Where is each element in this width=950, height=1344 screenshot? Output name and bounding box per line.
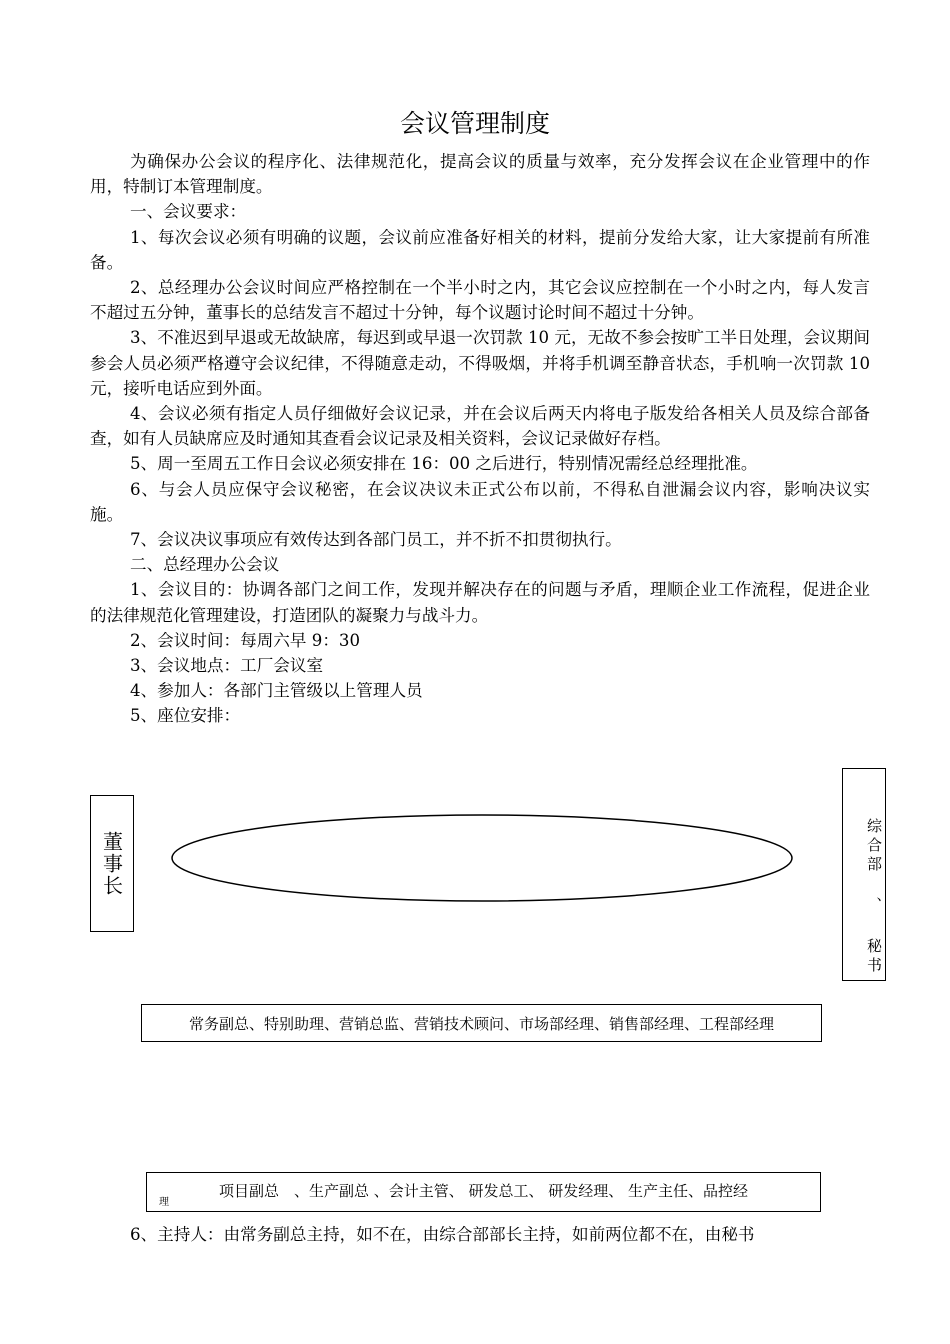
page-title: 会议管理制度 (399, 109, 550, 138)
secretary-label: 综合部 、 秘书 (865, 817, 883, 976)
seating-row-2-tail: 理 (159, 1197, 169, 1208)
seating-row-1-label: 常务副总、特别助理、营销总监、营销技术顾问、市场部经理、销售部经理、工程部经理 (188, 1014, 774, 1033)
chairman-seat (90, 795, 134, 932)
section2-item-host: 6、主持人：由常务副总主持，如不在，由综合部部长主持，如前两位都不在，由秘书 (130, 1225, 755, 1244)
intro-paragraph: 为确保办公会议的程序化、法律规范化，提高会议的质量与效率，充分发挥会议在企业管理中的作用，特制订本管理制度。 (90, 152, 870, 197)
section1-heading: 一、会议要求： (130, 202, 247, 222)
seating-row-2-label: 项目副总 、生产副总 、会计主管、 研发总工、 研发经理、 生产主任、品控经 (218, 1182, 749, 1200)
conference-table-oval (170, 814, 798, 906)
document-body (90, 149, 870, 729)
section1-item: 5、周一至周五工作日会议必须安排在 16：00 之后进行，特别情况需经总经理批准。 (130, 454, 758, 474)
section2-item: 1、会议目的：协调各部门之间工作，发现并解决存在的问题与矛盾，理顺企业工作流程，促进企业的法律规范化管理建设，打造团队的凝聚力与战斗力。 (90, 580, 870, 625)
section1-item: 3、不准迟到早退或无故缺席，每迟到或早退一次罚款 10 元，无故不参会按旷工半日处理，会议期间参会人员必须严格遵守会议纪律，不得随意走动，不得吸烟，并将手机调至静音状态，手机响一次罚款 10 元，接听电话应到外面。 (90, 328, 870, 398)
section2-item: 3、会议地点：工厂会议室 (130, 656, 324, 676)
section1-item: 2、总经理办公会议时间应严格控制在一个半小时之内，其它会议应控制在一个小时之内，每人发言不超过五分钟，董事长的总结发言不超过十分钟，每个议题讨论时间不超过十分钟。 (90, 278, 870, 323)
section2-heading: 二、总经理办公会议 (130, 555, 280, 575)
section2-item: 5、座位安排： (130, 706, 241, 726)
section1-item: 7、会议决议事项应有效传达到各部门员工，并不折不扣贯彻执行。 (130, 530, 622, 550)
section2-item: 4、参加人：各部门主管级以上管理人员 (130, 681, 423, 701)
section1-item: 6、与会人员应保守会议秘密，在会议决议未正式公布以前，不得私自泄漏会议内容，影响决议实施。 (90, 479, 870, 524)
chairman-label: 董事长 (99, 830, 124, 897)
secretary-seat (842, 768, 886, 981)
section2-item: 2、会议时间：每周六早 9：30 (130, 630, 361, 650)
section1-item: 1、每次会议必须有明确的议题，会议前应准备好相关的材料，提前分发给大家，让大家提前有所准备。 (90, 227, 870, 272)
seating-row-2 (146, 1172, 821, 1212)
section1-item: 4、会议必须有指定人员仔细做好会议记录，并在会议后两天内将电子版发给各相关人员及综合部备查，如有人员缺席应及时通知其查看会议记录及相关资料，会议记录做好存档。 (90, 404, 870, 449)
seating-row-1 (141, 1004, 822, 1042)
